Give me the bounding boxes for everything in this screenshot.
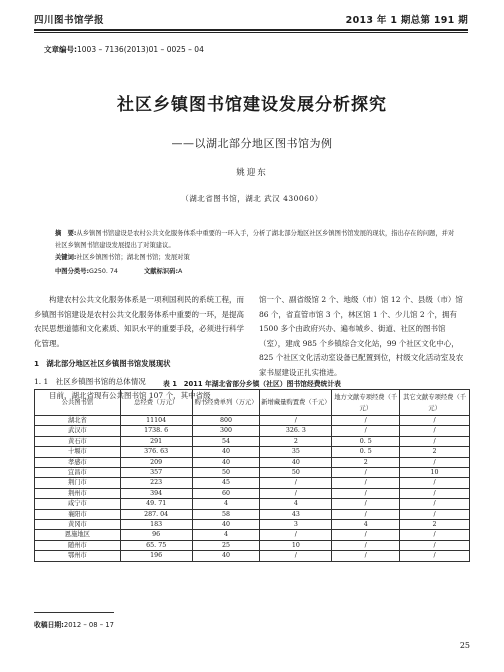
- article-number-label: 文章编号:: [44, 45, 77, 54]
- value-cell: 10: [400, 468, 470, 478]
- body-paragraph: 馆一个、副省级馆 2 个、地级（市）馆 12 个、县级（市）馆 86 个，省直管市馆 3 个，林区馆 1 个、少儿馆 2 个，拥有 1500 多个由政府兴办、遍布城乡、街道、社区的图书馆（室），建成 985 个乡镇综合文化站，99 个社区文化中心，825 个社区文化活动室设备已配置到位，村级文化活动室及农家书屋建设正扎实推进。: [259, 295, 464, 377]
- received-date: [34, 619, 114, 629]
- library-name-cell: 荆州市: [35, 488, 121, 498]
- value-cell: 376. 63: [120, 447, 192, 457]
- value-cell: /: [260, 488, 332, 498]
- keywords-text: 社区乡镇图书馆；湖北图书馆；发展对策: [76, 254, 190, 261]
- table-row: [35, 540, 470, 550]
- value-cell: 4: [332, 520, 400, 530]
- section-heading: 1 湖北部分地区社区乡镇图书馆发展现状: [34, 359, 171, 368]
- value-cell: 10: [260, 540, 332, 550]
- value-cell: 394: [120, 488, 192, 498]
- library-name-cell: 襄阳市: [35, 509, 121, 519]
- value-cell: /: [400, 436, 470, 446]
- paper-title: 社区乡镇图书馆建设发展分析探究: [117, 95, 387, 115]
- value-cell: /: [400, 540, 470, 550]
- library-name-cell: 鄂州市: [35, 551, 121, 561]
- value-cell: /: [332, 478, 400, 488]
- value-cell: 300: [192, 426, 260, 436]
- value-cell: /: [332, 540, 400, 550]
- table-row: [35, 499, 470, 509]
- table-row: [35, 457, 470, 467]
- value-cell: 60: [192, 488, 260, 498]
- library-name-cell: 宜昌市: [35, 468, 121, 478]
- value-cell: 65. 75: [120, 540, 192, 550]
- table-row: [35, 530, 470, 540]
- value-cell: 223: [120, 478, 192, 488]
- value-cell: 45: [192, 478, 260, 488]
- article-number-value: 1003 – 7136(2013)01 – 0025 – 04: [77, 45, 204, 54]
- value-cell: /: [260, 551, 332, 561]
- body-right-column: [259, 293, 469, 380]
- value-cell: 40: [192, 551, 260, 561]
- issue-info: 2013 年 1 期总第 191 期: [345, 15, 468, 26]
- value-cell: /: [260, 530, 332, 540]
- value-cell: /: [400, 551, 470, 561]
- paper-subtitle: ——以湖北部分地区图书馆为例: [171, 137, 333, 150]
- classification-label: 中图分类号:: [55, 268, 90, 275]
- value-cell: /: [332, 416, 400, 426]
- table-header-cell: 其它文献专项经费（千元）: [400, 390, 470, 416]
- subsection-heading: 1. 1 社区乡镇图书馆的总体情况: [34, 376, 146, 386]
- value-cell: 2: [332, 457, 400, 467]
- table-header-cell: 新增藏量购置费（千元）: [260, 390, 332, 416]
- header-rule-thick: [34, 29, 468, 31]
- table-row: [35, 551, 470, 561]
- value-cell: /: [332, 468, 400, 478]
- library-name-cell: 武汉市: [35, 426, 121, 436]
- value-cell: 35: [260, 447, 332, 457]
- article-number: [44, 44, 204, 55]
- abstract-label: 摘 要:: [55, 230, 77, 237]
- value-cell: 50: [192, 468, 260, 478]
- received-date-label: 收稿日期:: [34, 621, 64, 629]
- value-cell: 3: [260, 520, 332, 530]
- value-cell: 50: [260, 468, 332, 478]
- value-cell: /: [400, 457, 470, 467]
- value-cell: 40: [192, 447, 260, 457]
- value-cell: 4: [192, 499, 260, 509]
- value-cell: 11104: [120, 416, 192, 426]
- doc-code-value: A: [177, 268, 183, 275]
- body-paragraph: 构建农村公共文化服务体系是一项利国利民的系统工程，而乡镇图书馆建设是农村公共文化服务体系中重要的一环，是提高农民思想道德和文化素质、知识水平的重要手段，必须进行科学化管理。: [34, 295, 244, 348]
- value-cell: 96: [120, 530, 192, 540]
- table-row: [35, 468, 470, 478]
- footnote-rule: [34, 612, 114, 613]
- library-name-cell: 十堰市: [35, 447, 121, 457]
- value-cell: 183: [120, 520, 192, 530]
- journal-name: 四川图书馆学报: [34, 15, 105, 26]
- table-row: [35, 509, 470, 519]
- table-row: [35, 416, 470, 426]
- value-cell: 4: [260, 499, 332, 509]
- value-cell: /: [260, 478, 332, 488]
- library-name-cell: 咸宁市: [35, 499, 121, 509]
- value-cell: /: [332, 426, 400, 436]
- header-rule-thin: [34, 32, 468, 33]
- library-name-cell: 孝感市: [35, 457, 121, 467]
- value-cell: 2: [260, 436, 332, 446]
- table-row: [35, 426, 470, 436]
- value-cell: 287. 04: [120, 509, 192, 519]
- value-cell: /: [400, 488, 470, 498]
- table-row: [35, 478, 470, 488]
- value-cell: 43: [260, 509, 332, 519]
- library-name-cell: 荆门市: [35, 478, 121, 488]
- value-cell: 54: [192, 436, 260, 446]
- affiliation: （湖北省图书馆，湖北 武汉 430060）: [181, 194, 323, 203]
- table-caption: 表 1 2011 年湖北省部分乡镇（社区）图书馆经费统计表: [163, 380, 341, 388]
- abstract: [55, 228, 455, 251]
- value-cell: 196: [120, 551, 192, 561]
- table-header-cell: 总经费（万元）: [120, 390, 192, 416]
- value-cell: 0. 5: [332, 447, 400, 457]
- classification: [55, 266, 182, 275]
- value-cell: 209: [120, 457, 192, 467]
- table-row: [35, 436, 470, 446]
- table-header-cell: 购书经费单列（万元）: [192, 390, 260, 416]
- value-cell: 4: [192, 530, 260, 540]
- value-cell: 326. 3: [260, 426, 332, 436]
- value-cell: 40: [192, 520, 260, 530]
- funding-table: [34, 389, 470, 562]
- value-cell: 1738. 6: [120, 426, 192, 436]
- keywords-label: 关键词:: [55, 254, 77, 261]
- value-cell: /: [400, 499, 470, 509]
- doc-code-label: 文献标识码:: [143, 268, 178, 275]
- value-cell: /: [260, 416, 332, 426]
- value-cell: 40: [192, 457, 260, 467]
- table-header-row: [35, 390, 470, 416]
- library-name-cell: 黄冈市: [35, 520, 121, 530]
- table-body: [35, 416, 470, 562]
- value-cell: 40: [260, 457, 332, 467]
- classification-value: G250. 74: [89, 268, 118, 275]
- value-cell: /: [400, 530, 470, 540]
- library-name-cell: 黄石市: [35, 436, 121, 446]
- value-cell: 800: [192, 416, 260, 426]
- abstract-text: 从乡镇图书馆建设是农村公共文化服务体系中重要的一环入手，分析了湖北部分地区社区乡镇图书馆发展的现状，指出存在的问题，并对社区乡镇图书馆建设发展提出了对策建议。: [55, 230, 455, 249]
- keywords: [55, 252, 455, 261]
- library-name-cell: 恩施地区: [35, 530, 121, 540]
- value-cell: /: [332, 530, 400, 540]
- received-date-value: 2012 – 08 – 17: [63, 621, 114, 629]
- value-cell: 49. 71: [120, 499, 192, 509]
- value-cell: /: [400, 416, 470, 426]
- value-cell: /: [332, 509, 400, 519]
- value-cell: /: [332, 488, 400, 498]
- page-number: 25: [459, 641, 470, 650]
- value-cell: /: [400, 478, 470, 488]
- library-name-cell: 随州市: [35, 540, 121, 550]
- table-row: [35, 520, 470, 530]
- value-cell: /: [332, 499, 400, 509]
- value-cell: 2: [400, 520, 470, 530]
- value-cell: 0. 5: [332, 436, 400, 446]
- value-cell: /: [400, 509, 470, 519]
- value-cell: 25: [192, 540, 260, 550]
- value-cell: 58: [192, 509, 260, 519]
- value-cell: /: [332, 551, 400, 561]
- value-cell: /: [400, 426, 470, 436]
- value-cell: 291: [120, 436, 192, 446]
- value-cell: 357: [120, 468, 192, 478]
- value-cell: 2: [400, 447, 470, 457]
- body-paragraph: 目前，湖北省现有公共图书馆 107 个，其中省级: [49, 391, 211, 400]
- table-row: [35, 447, 470, 457]
- author: 姚迎东: [236, 168, 268, 178]
- table-row: [35, 488, 470, 498]
- table-header-cell: 地方文献专项经费（千元）: [332, 390, 400, 416]
- library-name-cell: 湖北省: [35, 416, 121, 426]
- table-header-cell: 公共图书馆: [35, 390, 121, 416]
